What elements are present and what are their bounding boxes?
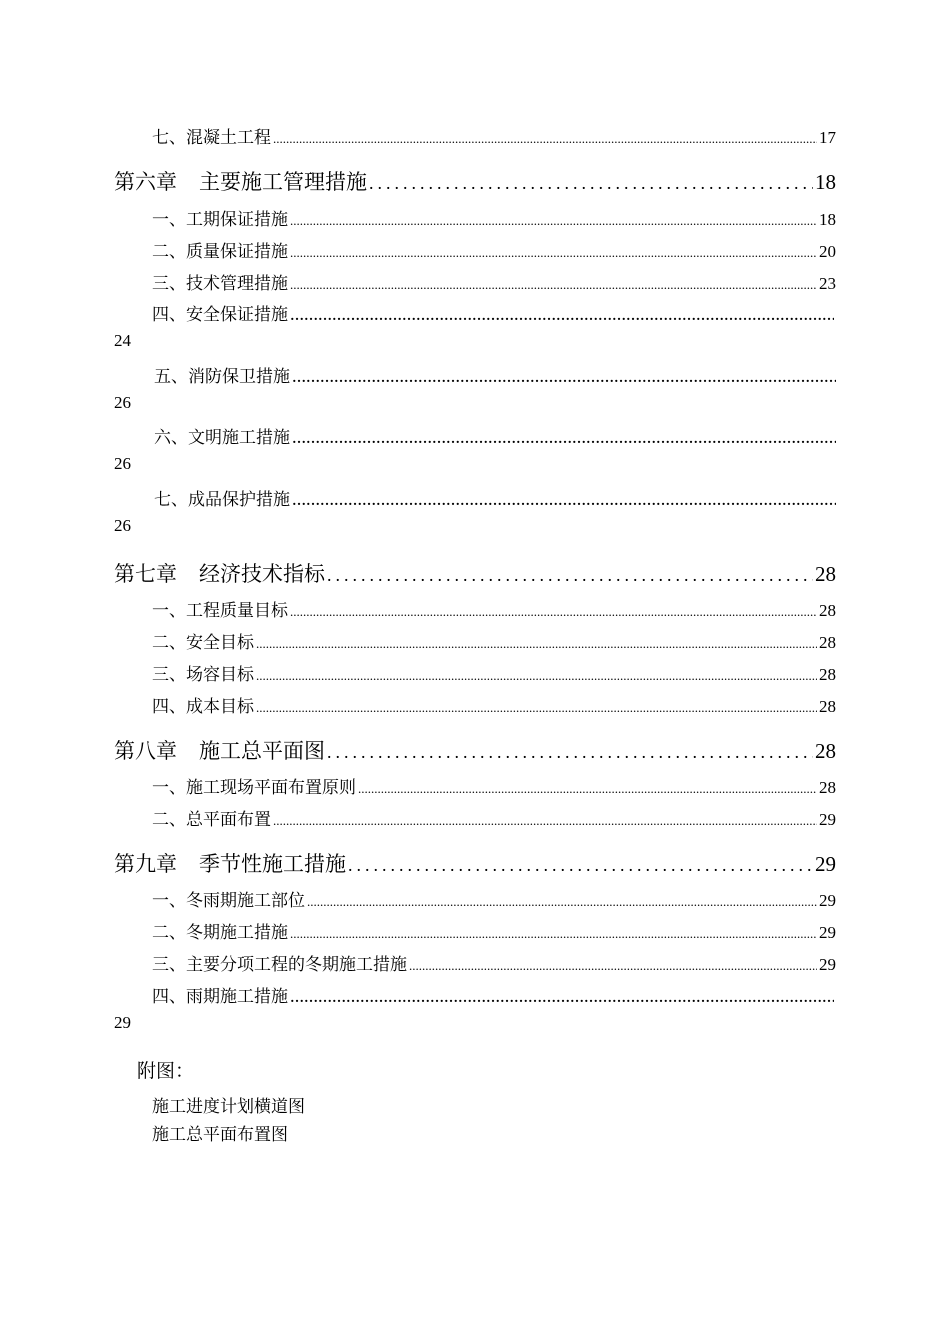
dot-leader [409,958,817,974]
toc-entry-label: 主要分项工程的冬期施工措施 [186,955,407,975]
toc-entry-page: 26 [114,393,131,412]
chapter-page: 28 [815,739,836,763]
toc-entry-number: 二、 [152,923,186,943]
toc-entry-page: 29 [114,1013,131,1032]
dot-leader [290,245,817,261]
toc-chapter-6[interactable] [114,166,836,194]
chapter-number: 第七章 [114,562,177,586]
dot-leader [358,781,817,797]
toc-entry-page: 24 [114,331,131,350]
dot-leader [290,309,834,325]
dot-leader [290,604,817,620]
toc-entry-number: 四、 [152,987,186,1007]
dot-leader [292,494,836,510]
toc-entry[interactable] [152,596,836,620]
appendix-item: 施工进度计划横道图 [152,1097,305,1117]
toc-entry[interactable] [152,628,836,652]
chapter-number: 第六章 [114,170,177,194]
toc-entry-label: 雨期施工措施 [186,987,288,1007]
toc-entry[interactable] [154,485,838,509]
toc-entry-page: 17 [819,128,836,147]
toc-entry-label: 混凝土工程 [186,128,271,148]
toc-entry-label: 技术管理措施 [186,274,288,294]
toc-entry-label: 成本目标 [186,697,254,717]
toc-chapter-7[interactable] [114,558,836,586]
toc-entry-page: 29 [819,891,836,910]
dot-leader [290,213,817,229]
toc-entry-page: 20 [819,242,836,261]
dot-leader [292,432,836,448]
toc-entry-label: 冬期施工措施 [186,923,288,943]
toc-entry[interactable] [154,423,838,447]
toc-entry-label: 安全目标 [186,633,254,653]
toc-entry[interactable] [152,237,836,261]
dot-leader [290,277,817,293]
dot-leader [256,668,817,684]
toc-entry-page: 28 [819,778,836,797]
chapter-title: 季节性施工措施 [199,852,346,876]
dot-leader [327,565,813,586]
dot-leader [290,991,834,1007]
toc-entry-page: 18 [819,210,836,229]
toc-entry-page: 29 [819,810,836,829]
dot-leader [307,894,817,910]
toc-entry-number: 一、 [152,891,186,911]
toc-entry-number: 一、 [152,210,186,230]
toc-entry-number: 三、 [152,955,186,975]
toc-entry[interactable] [154,362,838,386]
toc-entry-label: 质量保证措施 [186,242,288,262]
chapter-title: 主要施工管理措施 [199,170,367,194]
toc-chapter-8[interactable] [114,735,836,763]
toc-entry-label: 总平面布置 [186,810,271,830]
toc-entry[interactable] [152,805,836,829]
toc-entry-label: 文明施工措施 [188,428,290,448]
toc-entry-page: 28 [819,697,836,716]
toc-entry-number: 三、 [152,274,186,294]
toc-entry-page: 23 [819,274,836,293]
toc-entry-label: 成品保护措施 [188,490,290,510]
toc-entry-label: 施工现场平面布置原则 [186,778,356,798]
toc-entry-number: 四、 [152,697,186,717]
toc-entry-number: 四、 [152,305,186,325]
toc-entry-label: 工期保证措施 [186,210,288,230]
appendix-item: 施工总平面布置图 [152,1125,288,1145]
chapter-title: 经济技术指标 [199,562,325,586]
toc-entry[interactable] [152,692,836,716]
toc-entry-number: 七、 [154,490,188,510]
toc-entry-label: 消防保卫措施 [188,367,290,387]
toc-entry-page: 26 [114,516,131,535]
toc-entry[interactable] [152,660,836,684]
toc-entry[interactable] [152,300,836,324]
toc-entry-page: 28 [819,601,836,620]
toc-entry-number: 一、 [152,778,186,798]
dot-leader [256,700,817,716]
toc-entry[interactable] [152,886,836,910]
toc-chapter-9[interactable] [114,848,836,876]
toc-entry-number: 七、 [152,128,186,148]
toc-entry-label: 场容目标 [186,665,254,685]
dot-leader [290,926,817,942]
toc-entry-number: 三、 [152,665,186,685]
chapter-number: 第九章 [114,852,177,876]
toc-entry-number: 一、 [152,601,186,621]
toc-entry-number: 六、 [154,428,188,448]
chapter-page: 29 [815,852,836,876]
toc-entry[interactable] [152,950,836,974]
toc-entry-label: 安全保证措施 [186,305,288,325]
toc-entry-page: 29 [819,955,836,974]
toc-entry[interactable] [152,123,836,147]
toc-entry-number: 二、 [152,242,186,262]
toc-entry-page: 29 [819,923,836,942]
chapter-title: 施工总平面图 [199,739,325,763]
dot-leader [256,636,817,652]
chapter-page: 18 [815,170,836,194]
toc-entry-page: 28 [819,665,836,684]
toc-entry-label: 冬雨期施工部位 [186,891,305,911]
dot-leader [273,813,817,829]
toc-entry-page: 26 [114,454,131,473]
dot-leader [348,855,813,876]
chapter-number: 第八章 [114,739,177,763]
toc-entry[interactable] [152,269,836,293]
toc-entry[interactable] [152,205,836,229]
chapter-page: 28 [815,562,836,586]
toc-entry-label: 工程质量目标 [186,601,288,621]
dot-leader [292,371,836,387]
dot-leader [369,173,813,194]
toc-entry-number: 二、 [152,633,186,653]
toc-entry-number: 二、 [152,810,186,830]
dot-leader [273,131,817,147]
dot-leader [327,742,813,763]
toc-entry[interactable] [152,773,836,797]
toc-entry[interactable] [152,982,836,1006]
toc-entry-page: 28 [819,633,836,652]
toc-entry-number: 五、 [154,367,188,387]
appendix-heading: 附图： [137,1060,195,1082]
toc-entry[interactable] [152,918,836,942]
